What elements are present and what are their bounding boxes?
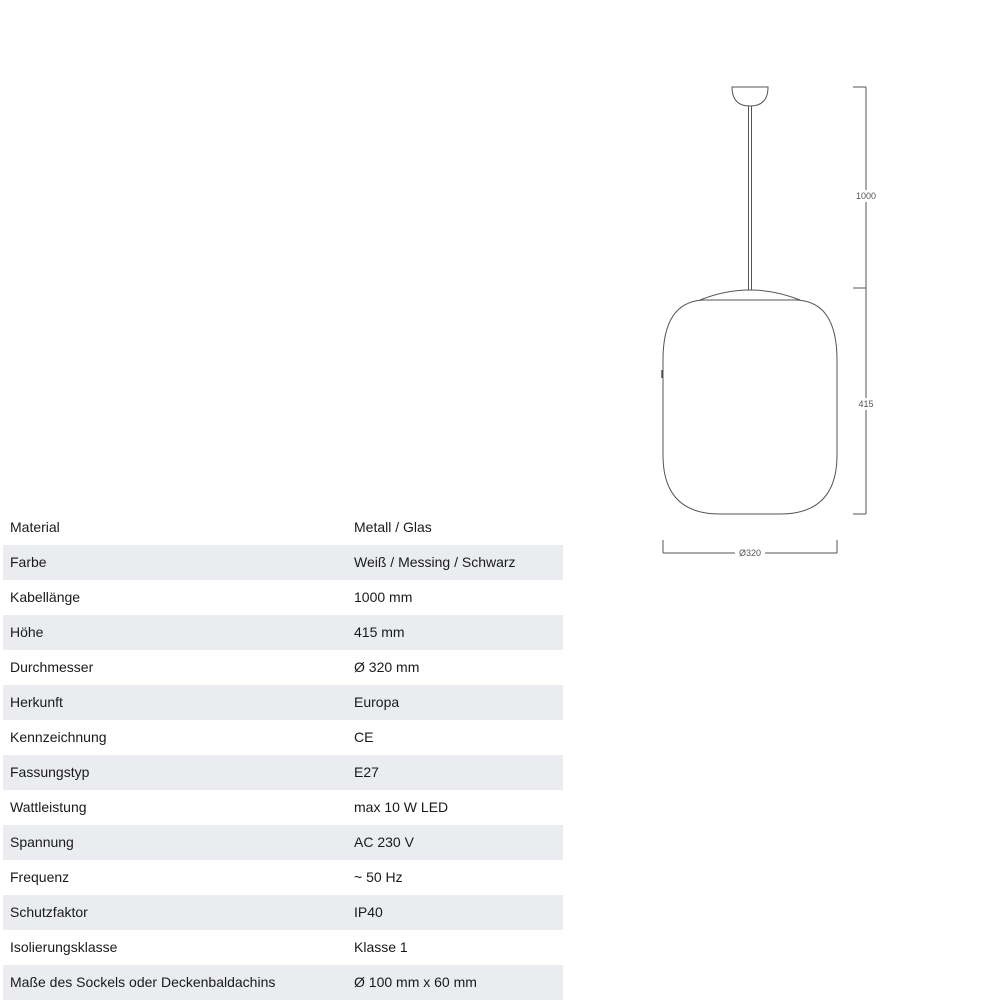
spec-label: Schutzfaktor	[3, 895, 347, 930]
spec-row	[3, 790, 563, 825]
spec-value: Ø 320 mm	[354, 659, 420, 675]
spec-value: IP40	[347, 895, 563, 930]
spec-row	[3, 895, 563, 930]
spec-row	[3, 615, 563, 650]
spec-label: Wattleistung	[10, 799, 87, 815]
spec-value: E27	[347, 755, 563, 790]
dimension-height: 415	[858, 399, 874, 409]
spec-row	[3, 580, 563, 615]
spec-table	[3, 510, 563, 1000]
spec-label: Isolierungsklasse	[10, 939, 118, 955]
spec-row	[3, 965, 563, 1000]
spec-value: Klasse 1	[354, 939, 408, 955]
spec-label: Maße des Sockels oder Deckenbaldachins	[3, 965, 347, 1000]
spec-row	[3, 825, 563, 860]
spec-label: Material	[10, 519, 60, 535]
dimension-cable-length: 1000	[855, 191, 877, 201]
spec-label: Durchmesser	[10, 659, 94, 675]
spec-label: Spannung	[3, 825, 347, 860]
spec-row	[3, 755, 563, 790]
spec-row	[3, 545, 563, 580]
spec-row	[3, 930, 563, 965]
spec-value: 415 mm	[347, 615, 563, 650]
spec-label: Herkunft	[3, 685, 347, 720]
spec-value: AC 230 V	[347, 825, 563, 860]
spec-value: Metall / Glas	[354, 519, 432, 535]
spec-value: CE	[354, 729, 374, 745]
spec-label: Kabellänge	[10, 589, 81, 605]
spec-label: Fassungstyp	[3, 755, 347, 790]
spec-row	[3, 510, 563, 545]
spec-row	[3, 685, 563, 720]
spec-label: Höhe	[3, 615, 347, 650]
spec-value: Europa	[347, 685, 563, 720]
spec-value: Ø 100 mm x 60 mm	[347, 965, 563, 1000]
spec-value: Weiß / Messing / Schwarz	[347, 545, 563, 580]
spec-row	[3, 860, 563, 895]
spec-value: ~ 50 Hz	[354, 869, 403, 885]
spec-label: Frequenz	[10, 869, 70, 885]
spec-row	[3, 650, 563, 685]
spec-row	[3, 720, 563, 755]
shade-top-cap	[700, 290, 800, 300]
glass-shade	[663, 300, 837, 514]
spec-value: max 10 W LED	[354, 799, 449, 815]
spec-value: 1000 mm	[354, 589, 413, 605]
spec-label: Kennzeichnung	[10, 729, 107, 745]
ceiling-canopy	[732, 87, 768, 106]
dimension-diameter: Ø320	[738, 548, 762, 558]
spec-label: Farbe	[3, 545, 347, 580]
